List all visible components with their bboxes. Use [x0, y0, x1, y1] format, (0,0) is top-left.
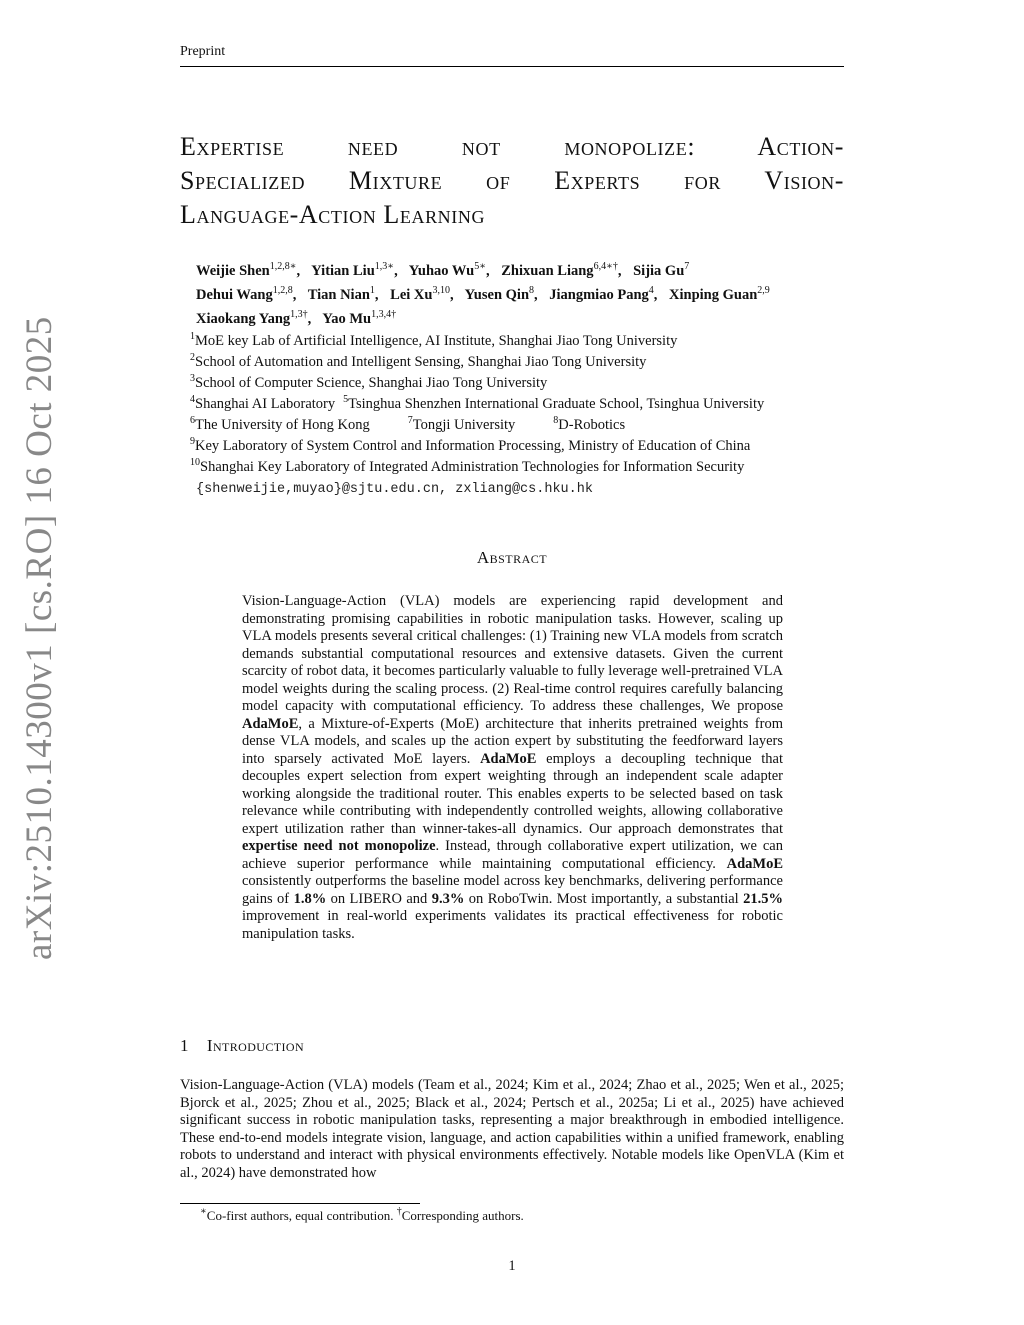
- introduction-paragraph: Vision-Language-Action (VLA) models (Team et al., 2024; Kim et al., 2024; Zhao et al., 2025; Wen et al., 2025; Bjorck et al., 2025; Zhou et al., 2025; Black et al., 2024; Pertsch et al., 2025a; Li et al., 2025) have achieved significant success in robotic manipulation tasks, representing a major breakthrough in embodied intelligence. These end-to-end models integrate vision, language, and action capabilities within a unified framework, enabling robots to understand and interact with physical environments effectively. Notable models like OpenVLA (Kim et al., 2024) have demonstrated how: [180, 1077, 844, 1181]
- author-row-2: [196, 283, 866, 307]
- title-line-3: Language-Action Learning: [180, 200, 486, 229]
- author-list: [196, 259, 866, 331]
- affiliation: $^4$Shanghai AI Laboratory $^5$Tsinghua Shenzhen International Graduate School, Tsinghua University: [190, 394, 765, 412]
- affiliation: $^3$School of Computer Science, Shanghai Jiao Tong University: [190, 373, 548, 391]
- abstract-body: Vision-Language-Action (VLA) models are experiencing rapid development and demonstrating promising capabilities in robotic manipulation tasks. However, scaling up VLA models presents several critical challenges: (1) Training new VLA models from scratch demands substantial computational resources and extensive datasets. Given the current scarcity of robot data, it becomes particularly valuable to fully leverage well-pretrained VLA model weights during the scaling process. (2) Real-time control requires carefully balancing model capacity with computational efficiency. To address these challenges, We propose AdaMoE, a Mixture-of-Experts (MoE) architecture that inherits pretrained weights from dense VLA models, and scales up the action expert by substituting the feedforward layers into sparsely activated MoE layers. AdaMoE employs a decoupling technique that decouples expert selection from expert weighting through an independent scale adapter working alongside the traditional router. This enables experts to be selected based on task relevance while contributing with independently controlled weights, allowing collaborative expert utilization rather than winner-takes-all dynamics. Our approach demonstrates that expertise need not monopolize. Instead, through collaborative expert utilization, we can achieve superior performance while maintaining computational efficiency. AdaMoE consistently outperforms the baseline model across key benchmarks, delivering performance gains of 1.8% on LIBERO and 9.3% on RoboTwin. Most importantly, a substantial 21.5% improvement in real-world experiments validates its practical effectiveness for robotic manipulation tasks.: [242, 593, 784, 942]
- running-header: [180, 44, 844, 67]
- header-label: Preprint: [180, 44, 226, 59]
- page-number: 1: [508, 1258, 516, 1274]
- title-line-1: Expertise need not monopolize: Action-: [180, 132, 844, 161]
- author: Xinping Guan$^{2,9}$: [669, 285, 770, 303]
- affiliation: $^1$MoE key Lab of Artificial Intelligence, AI Institute, Shanghai Jiao Tong University: [190, 331, 678, 349]
- affiliation: $^2$School of Automation and Intelligent Sensing, Shanghai Jiao Tong University: [190, 352, 647, 370]
- author-row-1: [196, 259, 866, 283]
- author: Yusen Qin$^8$,: [464, 285, 538, 303]
- author: Lei Xu$^{3,10}$,: [390, 285, 454, 303]
- author: Yao $Mu^{1,3,4\dagger}$: [322, 309, 397, 327]
- affiliation-list: [190, 331, 870, 478]
- author: Yuhao $Wu^{5∗}$,: [408, 261, 490, 279]
- abstract-heading: Abstract: [476, 548, 548, 567]
- author: Weijie Shen$^{1,2,8∗}$,: [196, 261, 301, 279]
- author: Tian Nian$^1$,: [307, 285, 379, 303]
- author: Zhixuan Liang$^{6,4∗\dagger}$,: [501, 261, 622, 279]
- section-number: 1: [180, 1036, 189, 1055]
- footnote: ∗Co-first authors, equal contribution. †Corresponding authors.: [200, 1206, 524, 1223]
- paper-title: [180, 130, 844, 232]
- arxiv-identifier-stamp: arXiv:2510.14300v1 [cs.RO] 16 Oct 2025: [19, 316, 60, 960]
- author: Xiaokang Yang$^{1,3\dagger}$,: [196, 309, 312, 327]
- author-row-3: [196, 307, 866, 331]
- author: Sijia Gu$^7$: [633, 261, 690, 279]
- affiliation: $^6$The University of Hong Kong $^7$Tongji University $^8$D-Robotics: [190, 415, 626, 433]
- author: Yitian Liu$^{1,3∗}$,: [311, 261, 398, 279]
- footnote-divider: [180, 1203, 420, 1204]
- affiliation: $^9$Key Laboratory of System Control and Information Processing, Ministry of Education of China: [190, 436, 751, 454]
- affiliation: $^{10}$Shanghai Key Laboratory of Integrated Administration Technologies for Information Security: [190, 457, 745, 475]
- author: Jiangmiao Pang$^4$,: [549, 285, 658, 303]
- author: Dehui Wang$^{1,2,8}$,: [196, 285, 297, 303]
- section-heading-introduction: [180, 1036, 304, 1056]
- title-line-2: Specialized Mixture of Experts for Vision-: [180, 166, 844, 195]
- section-title: Introduction: [206, 1036, 305, 1055]
- contact-emails: {shenweijie,muyao}@sjtu.edu.cn, zxliang@cs.hku.hk: [196, 482, 593, 497]
